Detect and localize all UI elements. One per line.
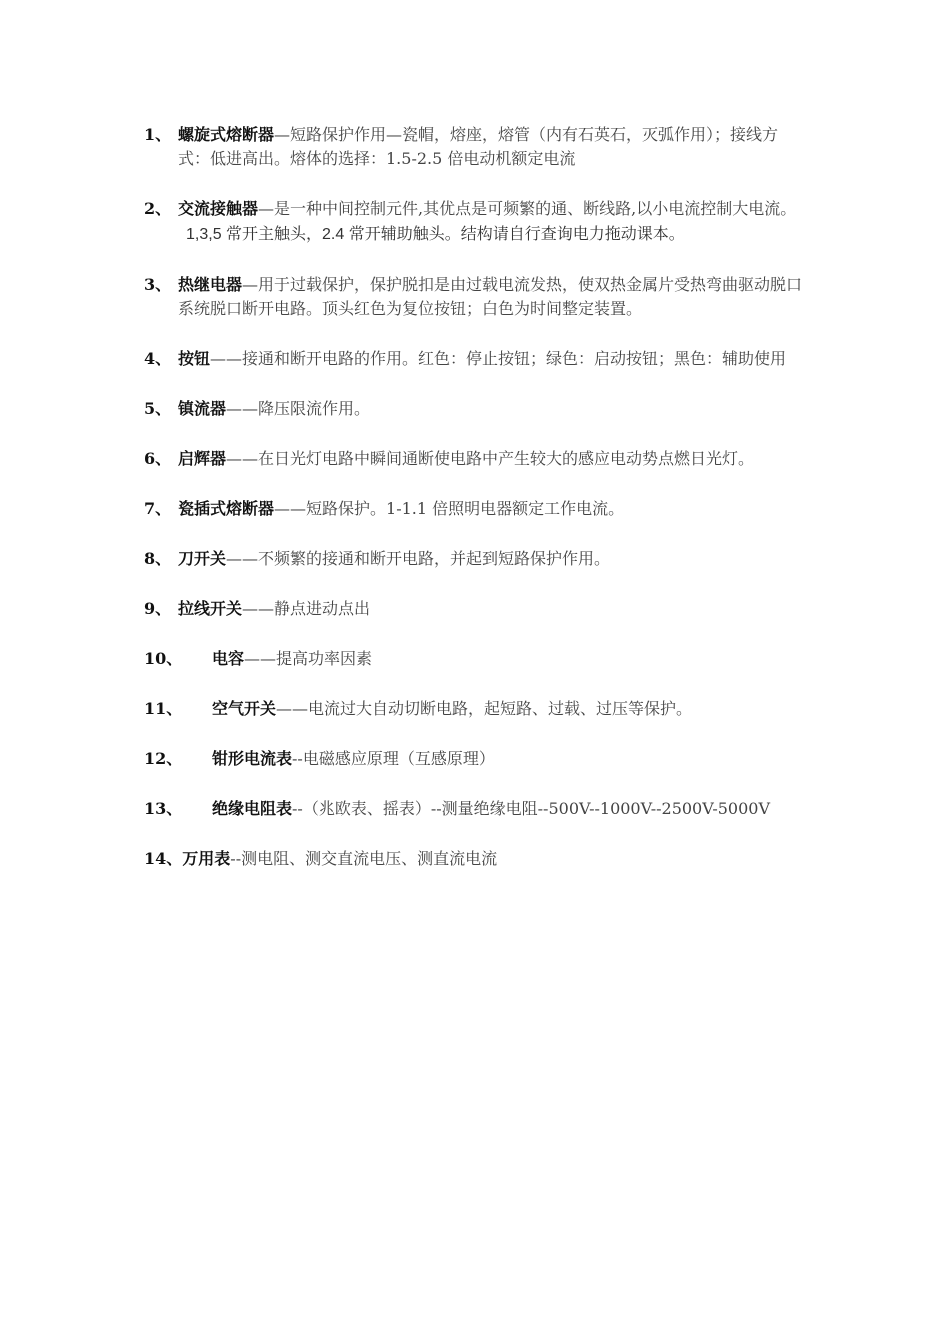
item-number: 4、 — [144, 349, 172, 368]
list-item — [144, 273, 810, 321]
item-description: ——提高功率因素 — [244, 649, 373, 668]
list-item — [144, 497, 810, 521]
item-number: 5、 — [144, 399, 172, 418]
item-term: 电容 — [212, 649, 245, 668]
item-term: 钳形电流表 — [212, 749, 293, 768]
item-number: 11、 — [144, 699, 183, 718]
item-term: 绝缘电阻表 — [212, 799, 293, 818]
item-term: 瓷插式熔断器 — [178, 499, 275, 518]
item-description: ——不频繁的接通和断开电路，并起到短路保护作用。 — [226, 549, 611, 568]
item-description: —是一种中间控制元件,其优点是可频繁的通、断线路,以小电流控制大电流。 — [258, 199, 797, 218]
list-item — [144, 747, 810, 771]
item-description: --测电阻、测交直流电压、测直流电流 — [230, 849, 498, 868]
item-term: 拉线开关 — [178, 599, 243, 618]
item-description: ——接通和断开电路的作用。红色：停止按钮；绿色：启动按钮；黑色：辅助使用 — [210, 349, 787, 368]
list-item — [144, 347, 810, 371]
item-number: 9、 — [144, 599, 172, 618]
item-number: 1、 — [144, 125, 172, 144]
item-sub-note: 1,3,5 常开主触头，2.4 常开辅助触头。结构请自行查询电力拖动课本。 — [186, 226, 685, 243]
list-item — [144, 697, 810, 721]
list-item — [144, 447, 810, 471]
item-description: ——电流过大自动切断电路，起短路、过载、过压等保护。 — [276, 699, 693, 718]
item-description: ——降压限流作用。 — [226, 399, 371, 418]
item-term: 空气开关 — [212, 699, 277, 718]
item-term: 万用表 — [182, 849, 231, 868]
list-item — [144, 123, 810, 171]
list-item — [144, 647, 810, 671]
item-description: —用于过载保护，保护脱扣是由过载电流发热，使双热金属片受热弯曲驱动脱口系统脱口断开电路。顶头红色为复位按钮；白色为时间整定装置。 — [178, 275, 803, 318]
item-description: ——静点进动点出 — [242, 599, 371, 618]
item-number: 3、 — [144, 275, 172, 294]
item-number: 10、 — [144, 649, 183, 668]
item-term: 热继电器 — [178, 275, 243, 294]
list-item — [144, 547, 810, 571]
item-description: --电磁感应原理（互感原理） — [292, 749, 495, 768]
item-number: 2、 — [144, 199, 172, 218]
item-number: 12、 — [144, 749, 183, 768]
item-number: 6、 — [144, 449, 172, 468]
item-term: 螺旋式熔断器 — [178, 125, 275, 144]
item-description: —短路保护作用—瓷帽，熔座，熔管（内有石英石，灭弧作用）；接线方式：低进高出。熔体的选择：1.5-2.5 倍电动机额定电流 — [178, 125, 779, 168]
item-term: 启辉器 — [178, 449, 227, 468]
item-number: 8、 — [144, 549, 172, 568]
item-description: --（兆欧表、摇表）--测量绝缘电阻--500V--1000V--2500V-5000V — [292, 799, 770, 818]
item-description: ——在日光灯电路中瞬间通断使电路中产生较大的感应电动势点燃日光灯。 — [226, 449, 755, 468]
item-number: 14、 — [144, 849, 183, 868]
item-number: 7、 — [144, 499, 172, 518]
list-item — [144, 597, 810, 621]
list-item — [144, 197, 810, 247]
item-term: 交流接触器 — [178, 199, 259, 218]
item-description: ——短路保护。1-1.1 倍照明电器额定工作电流。 — [274, 499, 625, 518]
item-term: 按钮 — [178, 349, 211, 368]
list-item — [144, 797, 810, 821]
item-term: 刀开关 — [178, 549, 227, 568]
item-number: 13、 — [144, 799, 183, 818]
list-item — [144, 397, 810, 421]
item-term: 镇流器 — [178, 399, 227, 418]
list-item — [144, 847, 810, 871]
